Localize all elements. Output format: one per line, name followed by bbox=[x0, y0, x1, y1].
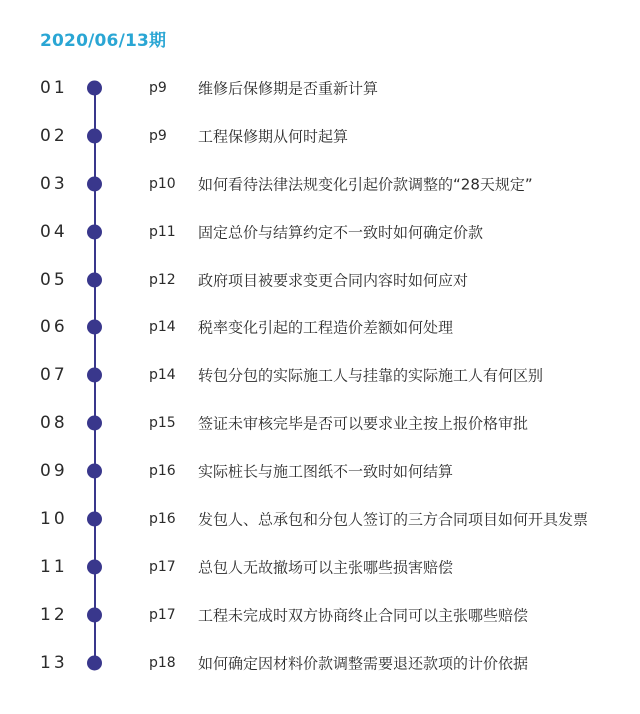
timeline-dot-icon bbox=[87, 511, 102, 526]
item-number: 13 bbox=[40, 652, 68, 673]
page-ref: p16 bbox=[149, 463, 176, 480]
toc-item[interactable] bbox=[0, 256, 640, 304]
toc-item[interactable] bbox=[0, 543, 640, 591]
item-title: 固定总价与结算约定不一致时如何确定价款 bbox=[198, 223, 484, 242]
page-ref: p17 bbox=[149, 606, 176, 623]
item-number: 05 bbox=[40, 269, 68, 290]
timeline-dot-icon bbox=[87, 224, 102, 239]
toc-item[interactable] bbox=[0, 64, 640, 112]
timeline-dot-icon bbox=[87, 80, 102, 95]
toc-item[interactable] bbox=[0, 447, 640, 495]
item-number: 11 bbox=[40, 556, 68, 577]
item-number: 12 bbox=[40, 604, 68, 625]
toc-item[interactable] bbox=[0, 112, 640, 160]
item-number: 07 bbox=[40, 365, 68, 386]
timeline-dot-icon bbox=[87, 607, 102, 622]
item-number: 01 bbox=[40, 77, 68, 98]
toc-item[interactable] bbox=[0, 351, 640, 399]
item-title: 工程保修期从何时起算 bbox=[198, 127, 349, 146]
item-title: 实际桩长与施工图纸不一致时如何结算 bbox=[198, 462, 454, 481]
item-number: 04 bbox=[40, 221, 68, 242]
page-ref: p11 bbox=[149, 223, 176, 240]
page-ref: p9 bbox=[149, 79, 167, 96]
page-ref: p12 bbox=[149, 271, 176, 288]
timeline-dot-icon bbox=[87, 416, 102, 431]
item-title: 税率变化引起的工程造价差额如何处理 bbox=[198, 318, 454, 337]
item-title: 政府项目被要求变更合同内容时如何应对 bbox=[198, 271, 469, 289]
item-title: 维修后保修期是否重新计算 bbox=[198, 79, 379, 98]
item-title: 发包人、总承包和分包人签订的三方合同项目如何开具发票 bbox=[198, 510, 589, 529]
page-ref: p17 bbox=[149, 558, 176, 575]
page-ref: p16 bbox=[149, 510, 176, 527]
page-ref: p9 bbox=[149, 127, 167, 144]
timeline-dot-icon bbox=[87, 464, 102, 479]
timeline-dot-icon bbox=[87, 559, 102, 574]
timeline-dot-icon bbox=[87, 655, 102, 670]
page-ref: p14 bbox=[149, 367, 176, 384]
item-title: 如何看待法律法规变化引起价款调整的“28天规定” bbox=[198, 175, 533, 194]
timeline-dot-icon bbox=[87, 368, 102, 383]
item-number: 08 bbox=[40, 413, 68, 434]
toc-item[interactable] bbox=[0, 639, 640, 687]
timeline-dot-icon bbox=[87, 320, 102, 335]
page-ref: p10 bbox=[149, 175, 176, 192]
item-title: 总包人无故撤场可以主张哪些损害赔偿 bbox=[198, 558, 454, 577]
item-number: 02 bbox=[40, 125, 68, 146]
page-ref: p15 bbox=[149, 415, 176, 432]
item-number: 06 bbox=[40, 317, 68, 338]
toc-item[interactable] bbox=[0, 591, 640, 639]
item-number: 09 bbox=[40, 461, 68, 482]
item-title: 签证未审核完毕是否可以要求业主按上报价格审批 bbox=[198, 414, 529, 433]
item-title: 工程未完成时双方协商终止合同可以主张哪些赔偿 bbox=[198, 606, 529, 625]
table-of-contents bbox=[0, 64, 640, 687]
page-ref: p14 bbox=[149, 319, 176, 336]
toc-item[interactable] bbox=[0, 208, 640, 256]
toc-item[interactable] bbox=[0, 303, 640, 351]
item-title: 转包分包的实际施工人与挂靠的实际施工人有何区别 bbox=[198, 366, 544, 385]
issue-date-title: 2020/06/13期 bbox=[40, 31, 167, 51]
toc-item[interactable] bbox=[0, 160, 640, 208]
timeline-dot-icon bbox=[87, 128, 102, 143]
item-number: 10 bbox=[40, 508, 68, 529]
item-title: 如何确定因材料价款调整需要退还款项的计价依据 bbox=[198, 654, 529, 673]
toc-item[interactable] bbox=[0, 495, 640, 543]
page-ref: p18 bbox=[149, 654, 176, 671]
timeline-dot-icon bbox=[87, 272, 102, 287]
timeline-dot-icon bbox=[87, 176, 102, 191]
item-number: 03 bbox=[40, 173, 68, 194]
toc-item[interactable] bbox=[0, 399, 640, 447]
